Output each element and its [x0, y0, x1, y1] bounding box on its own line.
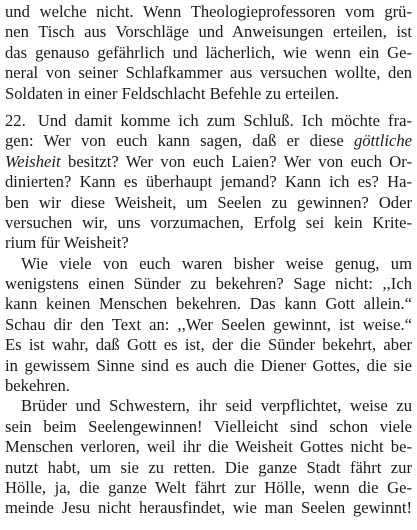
text-line: nen Tisch aus Vorschläge und Anweisungen erteilen, ist [5, 22, 412, 42]
text-line: Wie viele von euch waren bisher weise genug, um [21, 253, 412, 273]
text-line: meinde Jesu nicht herausfindet, wie man Seelen gewinnt! [5, 498, 412, 518]
text-line [5, 131, 412, 151]
text-line: wenigstens einen Sünder zu bekehren? Sage nicht: ,,Ich [5, 274, 412, 294]
section-number: 22. [5, 110, 26, 130]
text-line: bekehren. [5, 376, 70, 396]
paragraph-2 [5, 111, 412, 254]
text-line: Menschen verloren, weil ihr die Weisheit Gottes nicht be- [5, 437, 412, 457]
italic-emphasis: göttliche [353, 131, 412, 151]
italic-emphasis: Weisheit [5, 151, 61, 171]
text-segment: besitzt? Wer von euch Laien? Wer von euch Or- [60, 151, 412, 171]
text-line: ben wir diese Weisheit, um Seelen zu gewinnen? Oder [5, 192, 412, 212]
paragraph-gap [5, 104, 412, 111]
text-line: sein beim Seelengewinnen! Vielleicht sind schon viele [5, 416, 412, 436]
text-line: kann keinen Menschen bekehren. Das kann Gott allein.“ [5, 294, 412, 314]
text-line [5, 152, 412, 172]
text-line: Brüder und Schwestern, ihr seid verpflichtet, weise zu [21, 396, 412, 416]
text-line: Schau dir den Text an: ,,Wer Seelen gewinnt, ist weise.“ [5, 314, 412, 334]
text-segment: Und damit komme ich zum Schluß. Ich möchte fra- [37, 110, 412, 130]
book-page [5, 2, 412, 519]
text-line: Es ist wahr, daß Gott es ist, der die Sünder bekehrt, aber [5, 335, 412, 355]
text-line: neral von seiner Schlafkammer aus versuchen wollte, den [5, 63, 412, 83]
text-line: versuchen wir, uns vorzumachen, Erfolg sei kein Krite- [5, 212, 412, 232]
text-line: Hölle, ja, die ganze Welt fährt zur Hölle, wenn die Ge- [5, 477, 412, 497]
text-line: Soldaten in einer Feldschlacht Befehle zu erteilen. [5, 83, 340, 103]
text-line: rium für Weisheit? [5, 233, 129, 253]
text-line: nutzt habt, um sie zu retten. Die ganze Stadt fährt zur [5, 457, 412, 477]
paragraph-4 [5, 396, 412, 518]
text-line: dinierten? Kann es überhaupt jemand? Kann ich es? Ha- [5, 172, 412, 192]
text-line: in gewissem Sinne sind es auch die Diener Gottes, die sie [5, 355, 412, 375]
text-segment: gen: Wer von euch kann sagen, daß er diese [5, 131, 354, 151]
paragraph-1 [5, 2, 412, 104]
paragraph-3 [5, 254, 412, 397]
text-line: das genauso gefährlich und lächerlich, wie wenn ein Ge- [5, 42, 412, 62]
text-line: und welche nicht. Wenn Theologieprofessoren vom grü- [5, 2, 412, 21]
text-line [5, 111, 412, 131]
